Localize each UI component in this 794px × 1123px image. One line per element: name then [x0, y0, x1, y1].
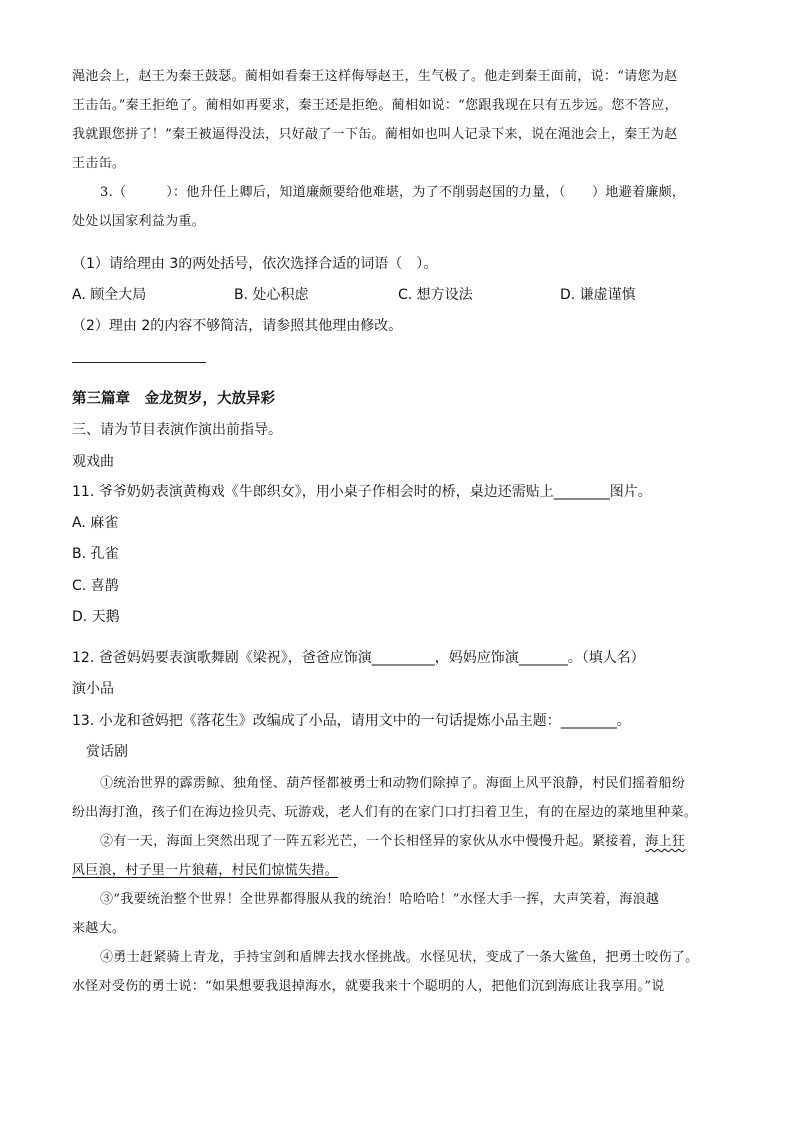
- option-d[interactable]: D. 谦虚谨慎: [560, 287, 636, 303]
- story-passage-top: [72, 62, 724, 236]
- story-line: ①统治世界的霹雳鲸、独角怪、葫芦怪都被勇士和动物们除掉了。海面上风平浪静，村民们摇着船纷: [100, 776, 686, 791]
- question-2-stem: （2）理由 2的内容不够简洁，请参照其他理由修改。: [72, 318, 403, 334]
- option-a[interactable]: A. 麻雀: [72, 515, 119, 531]
- story-line: 水怪对受伤的勇士说：“如果想要我退掉海水，就要我来十个聪明的人，把他们沉到海底让我享用。”说: [72, 979, 665, 994]
- story-line: 渑池会上，赵王为秦王鼓瑟。蔺相如看秦王这样侮辱赵王，生气极了。他走到秦王面前，说：“请您为赵: [72, 69, 678, 84]
- question-12-stem: 12. 爸爸妈妈要表演歌舞剧《梁祝》，爸爸应饰演_________，妈妈应饰演_______。（填人名）: [72, 650, 645, 666]
- story-line: 我就跟您拼了！”秦王被逼得没法，只好敲了一下缶。蔺相如也叫人记录下来，说在渑池会上，秦王为赵: [72, 127, 678, 142]
- story-line: [72, 856, 724, 885]
- subheading-sketch: 演小品: [72, 681, 114, 697]
- story-line: 王击缶。: [72, 156, 126, 171]
- story-line: ③“我要统治整个世界！全世界都得服从我的统治！哈哈哈！”水怪大手一挥，大声笑着，海浪越: [100, 892, 660, 907]
- option-c[interactable]: C. 喜鹊: [72, 578, 119, 594]
- reason-3-line: 处处以国家利益为重。: [72, 214, 206, 229]
- underlined-text: 风巨浪，村子里一片狼藉，村民们惊慌失措。: [72, 863, 339, 878]
- subheading-opera: 观戏曲: [72, 454, 114, 470]
- answer-line[interactable]: [72, 362, 206, 363]
- question-1-options: [72, 284, 724, 306]
- option-c[interactable]: C. 想方设法: [398, 287, 473, 303]
- underlined-text: 海上狂: [645, 834, 686, 849]
- option-b[interactable]: B. 孔雀: [72, 546, 119, 562]
- subheading-drama: 赏话剧: [86, 744, 128, 760]
- story-line: ④勇士赶紧骑上青龙，手持宝剑和盾牌去找水怪挑战。水怪见状，变成了一条大鲨鱼，把勇士咬伤了。: [100, 950, 699, 965]
- story-passage-bottom: [72, 769, 724, 1001]
- story-line: 王击缶。”秦王拒绝了。蔺相如再要求，秦王还是拒绝。蔺相如说：“您跟我现在只有五步远。您不答应，: [72, 98, 678, 113]
- story-line: [72, 827, 724, 856]
- reason-3-line: 3.（ ）：他升任上卿后，知道廉颇要给他难堪，为了不削弱赵国的力量，（ ）地避着廉颇，: [100, 185, 686, 200]
- option-a[interactable]: A. 顾全大局: [72, 287, 147, 303]
- option-b[interactable]: B. 处心积虑: [234, 287, 309, 303]
- option-d[interactable]: D. 天鹅: [72, 609, 120, 625]
- story-line: 纷出海打渔，孩子们在海边捡贝壳、玩游戏，老人们有的在家门口打扫着卫生，有的在屋边的菜地里种菜。: [72, 805, 698, 820]
- question-11-stem: 11. 爷爷奶奶表演黄梅戏《牛郎织女》，用小桌子作相会时的桥，桌边还需贴上________图片。: [72, 484, 652, 500]
- question-13-stem: 13. 小龙和爸妈把《落花生》改编成了小品，请用文中的一句话提炼小品主题：________。: [72, 713, 631, 729]
- section-heading: 三、请为节目表演作演出前指导。: [72, 422, 282, 438]
- question-1-stem: （1）请给理由 3的两处括号，依次选择合适的词语（ ）。: [72, 256, 438, 272]
- story-text: ②有一天，海面上突然出现了一阵五彩光芒，一个长相怪异的家伙从水中慢慢升起。紧接着，: [100, 834, 646, 849]
- story-line: 来越大。: [72, 921, 126, 936]
- chapter-title: 第三篇章 金龙贺岁，大放异彩: [72, 391, 275, 407]
